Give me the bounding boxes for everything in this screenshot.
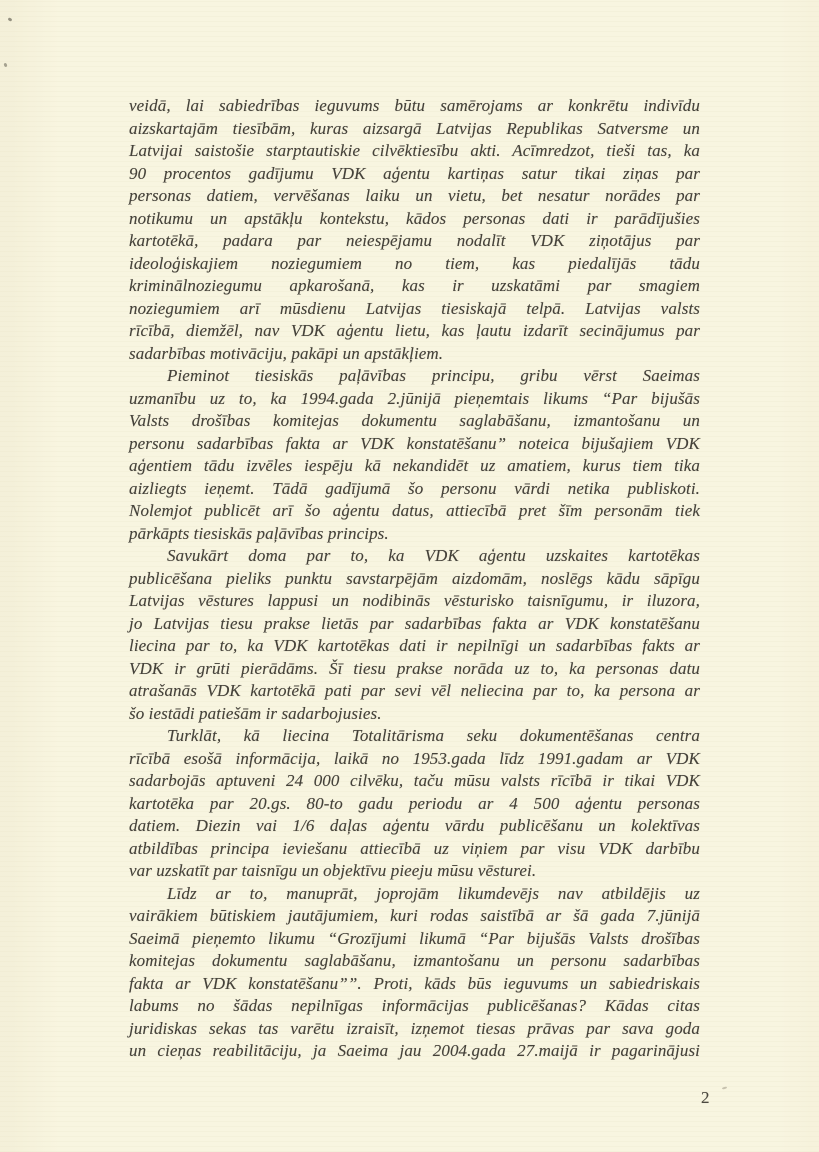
text-line: aģentiem tādu izvēles iespēju kā nekandidēt uz amatiem, kurus tiem tika <box>129 456 700 475</box>
text-line: pārkāpts tiesiskās paļāvības princips. <box>129 523 389 543</box>
text-line: Nolemjot publicēt arī šo aģentu datus, attiecībā pret šīm personām tiek <box>129 501 700 520</box>
text-line: aizskartajām tiesībām, kuras aizsargā Latvijas Republikas Satversme un <box>129 118 700 138</box>
text-line: aizliegts ieņemt. Tādā gadījumā šo personu vārdi netika publiskoti. <box>129 478 700 498</box>
text-line: rīcībā esošā informācija, laikā no 1953.gada līdz 1991.gadam ar VDK <box>129 748 700 768</box>
text-line: kartotēkā, padara par neiespējamu nodalīt VDK ziņotājus par <box>129 231 700 250</box>
text-line: ideoloģiskajiem noziegumiem no tiem, kas piedalījās tādu <box>129 253 700 273</box>
paragraph <box>129 545 700 725</box>
text-line: var uzskatīt par taisnīgu un objektīvu pieeju mūsu vēsturei. <box>129 861 537 880</box>
text-line: personu sadarbības fakta ar VDK konstatēšanu” noteica bijušajiem VDK <box>129 433 700 453</box>
text-line: komitejas dokumentu saglabāšanu, izmantošanu un personu sadarbības <box>129 951 700 970</box>
text-line: notikumu un apstākļu kontekstu, kādos personas dati ir parādījušies <box>129 208 700 228</box>
text-line: Pieminot tiesiskās paļāvības principu, gribu vērst Saeimas <box>167 366 700 385</box>
text-line: veidā, lai sabiedrības ieguvums būtu samērojams ar konkrētu indivīdu <box>129 96 700 115</box>
text-line: atbildības principa ieviešanu attiecībā uz viņiem par visu VDK darbību <box>129 838 700 858</box>
text-line: Saeimā pieņemto likumu “Grozījumi likumā “Par bijušās Valsts drošības <box>129 928 700 948</box>
text-line: 90 procentos gadījumu VDK aģentu kartiņas satur tikai ziņas par <box>129 163 700 183</box>
text-line: publicēšana pieliks punktu savstarpējām aizdomām, noslēgs kādu sāpīgu <box>129 568 700 588</box>
text-line: šo iestādi patiešām ir sadarbojusies. <box>129 703 382 723</box>
scan-speck <box>8 17 13 22</box>
text-line: atrašanās VDK kartotēkā pati par sevi vēl neliecina par to, ka persona ar <box>129 681 700 700</box>
text-line: jo Latvijas tiesu prakse lietās par sadarbības fakta ar VDK konstatēšanu <box>129 613 700 633</box>
text-line: Valsts drošības komitejas dokumentu saglabāšanu, izmantošanu un <box>129 411 700 430</box>
text-line: vairākiem būtiskiem jautājumiem, kuri rodas saistībā ar šā gada 7.jūnijā <box>129 906 700 925</box>
text-block <box>129 95 700 1063</box>
page-number: 2 <box>701 1088 710 1107</box>
text-line: Turklāt, kā liecina Totalitārisma seku dokumentēšanas centra <box>167 726 700 745</box>
text-line: kartotēka par 20.gs. 80-to gadu periodu ar 4 500 aģentu personas <box>129 793 700 813</box>
paragraph <box>129 95 700 365</box>
text-line: Latvijas vēstures lappusi un nodibinās vēsturisko taisnīgumu, ir iluzora, <box>129 591 700 610</box>
paragraph <box>129 365 700 545</box>
text-line: rīcībā, diemžēl, nav VDK aģentu lietu, kas ļautu izdarīt secinājumus par <box>129 321 700 340</box>
text-line: uzmanību uz to, ka 1994.gada 2.jūnijā pieņemtais likums “Par bijušās <box>129 388 700 408</box>
text-line: liecina par to, ka VDK kartotēkas dati ir nepilnīgi un sadarbības fakts ar <box>129 636 700 655</box>
paragraph <box>129 725 700 883</box>
text-line: fakta ar VDK konstatēšanu””. Proti, kāds būs ieguvums un sabiedriskais <box>129 973 700 993</box>
text-line: Līdz ar to, manuprāt, joprojām likumdevējs nav atbildējis uz <box>167 883 700 903</box>
text-line: Latvijai saistošie starptautiskie cilvēktiesību akti. Acīmredzot, tieši tas, ka <box>129 141 700 160</box>
text-line: datiem. Diezin vai 1/6 daļas aģentu vārdu publicēšanu un kolektīvas <box>129 816 700 835</box>
text-line: juridiskas sekas tas varētu izraisīt, izņemot tiesas prāvas par sava goda <box>129 1018 700 1038</box>
text-line: noziegumiem arī mūsdienu Latvijas tiesiskajā telpā. Latvijas valsts <box>129 298 700 318</box>
text-line: sadarbības motivāciju, pakāpi un apstākļiem. <box>129 343 444 363</box>
scan-speck <box>3 63 7 68</box>
text-line: personas datiem, vervēšanas laiku un vietu, bet nesatur norādes par <box>129 186 700 205</box>
text-line: sadarbojās aptuveni 24 000 cilvēku, taču mūsu valsts rīcībā ir tikai VDK <box>129 771 700 790</box>
text-line: VDK ir grūti pierādāms. Šī tiesu prakse norāda uz to, ka personas datu <box>129 658 700 678</box>
text-line: labums no šādas nepilnīgas informācijas publicēšanas? Kādas citas <box>129 996 700 1015</box>
scan-speck <box>722 1086 727 1089</box>
paragraph <box>129 883 700 1063</box>
text-line: un cieņas reabilitāciju, ja Saeima jau 2004.gada 27.maijā ir pagarinājusi <box>129 1041 700 1060</box>
text-line: kriminālnoziegumu apkarošanā, kas ir uzskatāmi par smagiem <box>129 276 700 295</box>
text-line: Savukārt doma par to, ka VDK aģentu uzskaites kartotēkas <box>167 546 700 565</box>
